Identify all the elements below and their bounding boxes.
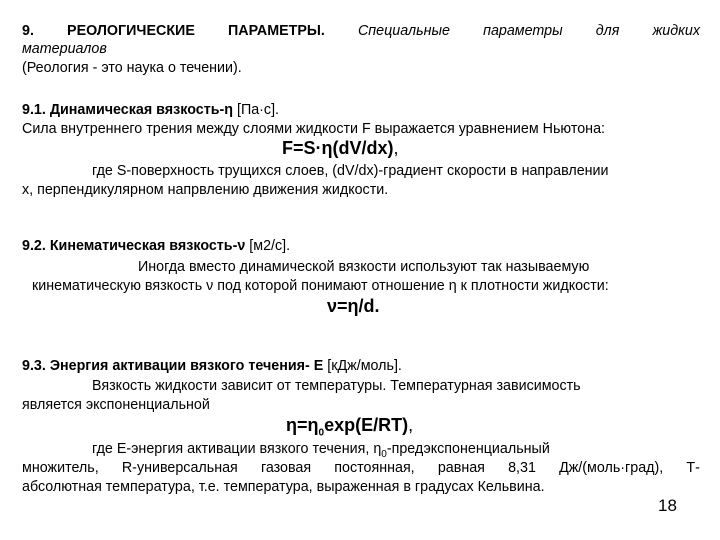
subtitle-line-2: материалов xyxy=(22,41,107,57)
heading-word-2: ПАРАМЕТРЫ. xyxy=(227,23,325,39)
arrhenius-eta-sub: 0 xyxy=(318,427,325,439)
section-9-3-desc-1 xyxy=(92,440,550,458)
section-9-1-line-1: Сила внутреннего трения между слоями жидкости F выражается уравнением Ньютона: xyxy=(22,121,605,137)
section-9-2-title-text: 9.2. Кинематическая вязкость-ν xyxy=(22,238,246,254)
desc-2-word-6: 8,31 xyxy=(508,460,536,476)
heading-number: 9. xyxy=(22,23,34,39)
section-9-1-unit: [Па·с]. xyxy=(236,102,280,118)
section-9-3-line-2: является экспоненциальной xyxy=(22,397,210,413)
section-9-1-desc-2: х, перпендикулярном напрвлению движения жидкости. xyxy=(22,182,389,198)
subtitle-word-4: жидких xyxy=(652,23,700,39)
section-9-3-title-text: 9.3. Энергия активации вязкого течения- Е xyxy=(22,358,324,374)
arrhenius-exp: exp(E/RT) xyxy=(324,415,409,435)
section-9-3-desc-2 xyxy=(22,459,700,477)
newton-formula-text: F=S·η(dV/dx) xyxy=(282,138,394,158)
section-9-2-line-2: кинематическую вязкость ν под которой понимают отношение η к плотности жидкости: xyxy=(32,278,609,294)
section-9-1-title xyxy=(22,101,279,119)
heading-word-1: РЕОЛОГИЧЕСКИЕ xyxy=(67,23,195,39)
newton-formula-comma: , xyxy=(393,138,399,158)
arrhenius-formula xyxy=(286,415,414,439)
page-number: 18 xyxy=(658,496,677,515)
rheology-note: (Реология - это наука о течении). xyxy=(22,60,242,76)
section-9-3-title xyxy=(22,357,402,375)
section-9-3-desc-1b: -предэкспоненциальный xyxy=(386,441,550,457)
desc-2-word-1: множитель, xyxy=(22,460,99,476)
desc-2-word-3: газовая xyxy=(260,460,312,476)
subtitle-word-2: параметры xyxy=(483,23,563,39)
section-9-3-unit: [кДж/моль]. xyxy=(327,358,402,374)
section-9-3-desc-3: абсолютная температура, т.е. температура, выраженная в градусах Кельвина. xyxy=(22,479,545,495)
section-9-2-title xyxy=(22,237,290,255)
desc-2-word-5: равная xyxy=(437,460,485,476)
desc-2-word-2: R-универсальная xyxy=(121,460,238,476)
arrhenius-eta: η=η xyxy=(286,415,319,435)
subtitle-word-1: Специальные xyxy=(357,23,450,39)
desc-2-word-7: Дж/(моль·град), xyxy=(559,460,664,476)
section-9-3-desc-1a: где Е-энергия активации вязкого течения, η xyxy=(92,441,382,457)
section-9-2-unit: [м2/с]. xyxy=(249,238,291,254)
subtitle-word-3: для xyxy=(595,23,620,39)
section-9-3-line-1: Вязкость жидкости зависит от температуры. Температурная зависимость xyxy=(92,378,581,394)
desc-2-word-8: Т- xyxy=(686,460,700,476)
desc-2-word-4: постоянная, xyxy=(334,460,415,476)
section-9-3-desc-1-sub: 0 xyxy=(381,448,387,460)
section-9-heading xyxy=(22,22,700,40)
kinematic-formula: ν=η/d. xyxy=(327,296,380,316)
section-9-2-line-1: Иногда вместо динамической вязкости используют так называемую xyxy=(138,259,590,275)
newton-formula xyxy=(282,139,399,157)
section-9-1-desc-1: где S-поверхность трущихся слоев, (dV/dx)-градиент скорости в направлении xyxy=(92,163,609,179)
section-9-1-title-text: 9.1. Динамическая вязкость-η xyxy=(22,102,233,118)
arrhenius-comma: , xyxy=(408,415,414,435)
